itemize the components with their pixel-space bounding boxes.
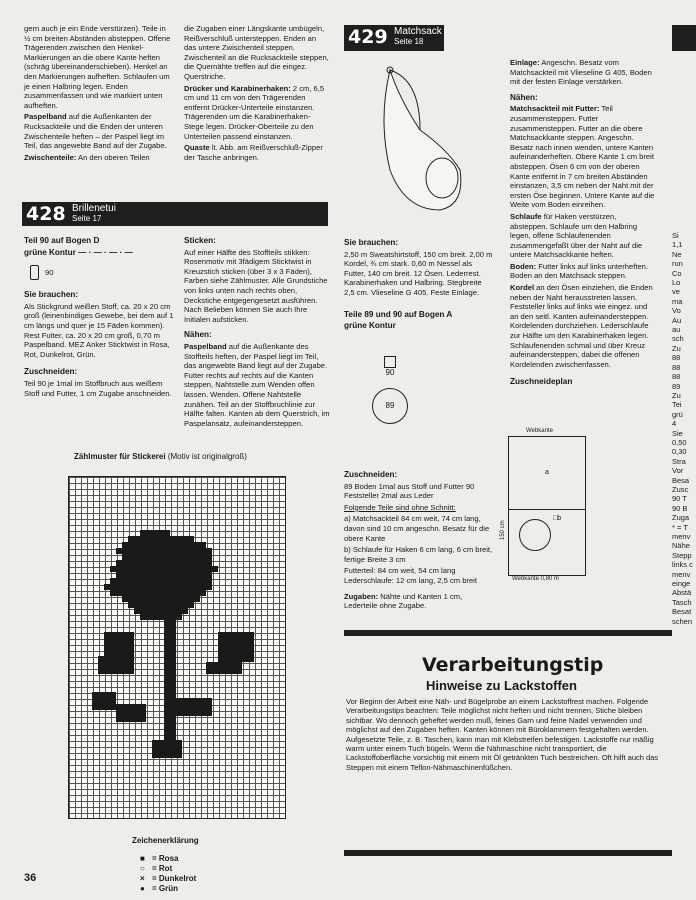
stitch-block xyxy=(128,602,194,608)
next-page-strip xyxy=(672,0,696,900)
strip-line: Stepp xyxy=(672,550,692,560)
strip-line: Lo xyxy=(672,278,681,288)
stem-leaves xyxy=(92,620,254,758)
matchsack-body: Teil zusammensteppen. Futter zusammensteppen. Futter an die obere Matchsackkante steppen. Angeschn. Besatz nach innen wenden, untere Kanten aufeinanderheften. Obere Kante 1 cm breit absteppen. Ösen 6 cm von der oberen Kante entfernt in 7 cm breiten Abständen einstanzen, 3,5 cm neben der Naht mit der ersten Öse beginnen. Untere Kante auf die Weite vom Boden einreihen. xyxy=(510,104,655,210)
plan-piece-a: a xyxy=(509,437,585,510)
strip-line: Zuga xyxy=(672,513,690,523)
stitch-block xyxy=(122,596,200,602)
stitch-block xyxy=(140,530,170,536)
strip-line: Besa xyxy=(672,475,690,485)
strip-line: ve xyxy=(672,287,680,297)
strip-line: Abstä xyxy=(672,588,692,598)
zwischenteile-label: Zwischenteile: xyxy=(24,152,77,162)
strip-line: 90 B xyxy=(672,503,688,513)
stitch-block xyxy=(116,560,212,566)
strip-line: Si xyxy=(672,231,679,240)
strip-line: Zusc xyxy=(672,484,689,494)
tip-bottom-rule xyxy=(344,850,672,856)
teile-line: Teile 89 und 90 auf Bogen A xyxy=(344,309,453,319)
plan-heading: Zuschneideplan xyxy=(510,377,573,387)
legend-dot-icon: ● xyxy=(140,884,145,893)
legend-title: Zeichenerklärung xyxy=(132,836,199,845)
stitch-block xyxy=(122,542,206,548)
zugaben-body: Nähte und Kanten 1 cm, Lederteile ohne Zugabe. xyxy=(344,591,463,611)
strip-line: 88 xyxy=(672,362,681,372)
stitch-motif xyxy=(68,476,286,819)
naehen-text xyxy=(184,342,330,428)
einlage-body: Angeschn. Besatz vom Matchsackteil mit Vlieseline G 405, Boden mit der festen Einlage verstärken. xyxy=(510,58,652,87)
stitch-block xyxy=(116,548,212,554)
legend-row-rosa: ■ = Rosa xyxy=(140,854,179,863)
strip-line: Besat xyxy=(672,607,692,617)
strip-line: run xyxy=(672,259,683,269)
zaehlmuster-note: (Motiv ist originalgroß) xyxy=(167,452,247,461)
folgende-text: Folgende Teile sind ohne Schnitt: xyxy=(344,502,456,512)
sec428-right xyxy=(184,236,330,430)
boden-body: Futter links auf links unterheften. Boden an den Matchsack steppen. xyxy=(510,261,649,281)
strip-line: ma xyxy=(672,296,683,306)
piece-90-symbol xyxy=(30,265,174,280)
col2-paragraph: die Zugaben einer Längskante umbügeln, Reißverschluß untersteppen. Enden an das untere Zwischenteil steppen. Zwischenteil an die Rucksackteile steppen, die Quernähte treffen auf die eingez. Querstriche. xyxy=(184,24,329,81)
schlaufe-body: für Haken verstürzen, absteppen. Schlaufe um den Halbring legen, offene Schlaufenenden zusammengefaßt über der Naht auf die untere Matchsackkante heften. xyxy=(510,211,643,260)
strip-line: Zu xyxy=(672,343,681,353)
col2-druecker xyxy=(184,84,330,142)
strip-line: menv xyxy=(672,532,691,541)
matchsack-illustration xyxy=(360,60,480,230)
druecker-label: Drücker und Karabinerhaken: xyxy=(184,83,291,93)
stitch-block xyxy=(110,578,212,584)
strip-line: Vor xyxy=(672,466,684,476)
tip-subtitle: Hinweise zu Lackstoffen xyxy=(426,678,577,693)
strip-line: links c xyxy=(672,560,693,570)
strip-line: Nähe xyxy=(672,541,690,551)
kontur-line: grüne Kontur xyxy=(344,321,396,331)
legend-label: Dunkelrot xyxy=(158,874,197,883)
section-428-header xyxy=(22,202,328,226)
sticken-heading: Sticken: xyxy=(184,236,216,245)
schlaufe-label: Schlaufe xyxy=(510,211,542,221)
sec429-zuschneiden xyxy=(344,470,494,613)
col1-top-text xyxy=(24,24,174,164)
zuschneiden-heading: Zuschneiden: xyxy=(344,470,398,479)
strip-line: Tei xyxy=(672,400,682,410)
leaf-left-top xyxy=(104,632,134,656)
sec429-left xyxy=(344,238,494,333)
col1-paspelband xyxy=(24,112,174,150)
section-subtitle: Seite 18 xyxy=(394,37,424,46)
stitch-block xyxy=(140,614,182,620)
leaf-base xyxy=(152,740,182,758)
boden-text xyxy=(510,262,656,281)
plan-side-label: 150 cm xyxy=(500,520,506,540)
section-429-header xyxy=(344,25,444,51)
rose-head xyxy=(104,530,218,620)
quaste-label: Quaste xyxy=(184,143,210,153)
piece-90-symbol xyxy=(384,356,396,377)
section-subtitle: Seite 17 xyxy=(72,214,102,223)
strip-line: 90 T xyxy=(672,494,687,504)
einlage-text xyxy=(510,58,656,87)
tip-top-rule xyxy=(344,630,672,636)
piece-shape-icon xyxy=(30,265,39,280)
naehen-body: auf die Außenkante des Stoffteils heften, der Paspel liegt im Teil, das angewebte Band liegt auf der Zugabe. Futter rechts auf rechts auf die Kanten steppen, Nahtstelle zum Wenden offen lassen. Wenden. Offene Nahtstelle zunähen. Teil an der Stoffbruchlinie zur Hälfte falten. Kanten ab dem Querstrich, im Paspelansatz, aufeinandersteppen. xyxy=(184,341,330,428)
legend-label: Grün xyxy=(158,884,179,893)
sticken-text: Auf einer Hälfte des Stoffteils stikken: Rosenmotiv mit 3fädigem Sticktwist in Kreuzstich sticken (über 3 x 3 Fäden), Farben siehe Zählmuster. Alle Grundstiche von links unten nach rechts oben, Deckstiche entgegengesetzt ausführen. Nach Belieben können Sie auch Ihre Initialen aufsticken. xyxy=(184,247,328,324)
section-title: Matchsack xyxy=(394,26,442,37)
legend-row-gruen: ● = Grün xyxy=(140,884,179,893)
legend-square-icon: ■ xyxy=(140,854,145,863)
zugaben-label: Zugaben: xyxy=(344,591,379,601)
leaf-lower-left2 xyxy=(116,704,146,722)
legend-row-rot: ○ = Rot xyxy=(140,864,173,873)
legend xyxy=(132,836,199,894)
leaf-lower-right xyxy=(176,698,212,716)
kontur-line: grüne Kontur — · — · — · — xyxy=(24,247,133,257)
strip-line: 89 xyxy=(672,381,681,391)
strip-line: 1,1 xyxy=(672,240,683,250)
bag-body xyxy=(384,70,461,210)
strip-line: sch xyxy=(672,334,684,344)
legend-circle-icon: ○ xyxy=(140,864,145,873)
stitch-block xyxy=(104,584,212,590)
strip-line: 4 xyxy=(672,419,677,429)
strip-line: 0,50 xyxy=(672,437,687,447)
strip-line: 88 xyxy=(672,353,681,363)
strip-line: Tasch xyxy=(672,597,692,607)
tip-title: Verarbeitungstip xyxy=(422,654,604,676)
matchsack-label: Matchsackteil mit Futter: xyxy=(510,104,600,114)
stitch-block xyxy=(134,608,188,614)
strip-line: Stra xyxy=(672,456,686,466)
stitch-block xyxy=(116,572,212,578)
strip-line: schen xyxy=(672,616,693,626)
strip-line: * = T xyxy=(672,522,688,532)
stitch-block xyxy=(110,566,218,572)
strip-line: Co xyxy=(672,268,682,278)
leaf-right-low xyxy=(206,662,242,674)
strip-line: Ne xyxy=(672,249,682,259)
kordel-text xyxy=(510,283,656,369)
zaehlmuster-heading: Zählmuster für Stickerei xyxy=(74,452,166,461)
zuschneiden-heading: Zuschneiden: xyxy=(24,367,78,377)
stitch-block xyxy=(110,590,206,596)
cutting-diagram xyxy=(508,436,586,576)
item-a: a) Matchsackteil 84 cm weit, 74 cm lang, davon sind 10 cm angeschn. Besatz für die obere Kante xyxy=(344,514,490,543)
strip-line: 88 xyxy=(672,372,681,382)
piece-89-circle xyxy=(372,388,408,424)
stitch-block xyxy=(122,554,212,560)
naehen-heading: Nähen: xyxy=(184,330,212,340)
matchsack-text xyxy=(510,104,656,210)
strip-line: grü xyxy=(672,409,683,419)
zugaben-text xyxy=(344,592,494,611)
boden-label: Boden: xyxy=(510,261,537,271)
sec429-right xyxy=(510,58,656,389)
quaste-text: lt. Abb. am Reißverschluß-Zipper der Tasche anbringen. xyxy=(184,143,323,162)
section-number: 428 xyxy=(26,203,66,225)
kordel-label: Kordel xyxy=(510,283,535,293)
col1-paragraph: gern auch je ein Ende verstürzen). Teile in ½ cm breiten Abständen absteppen. Offene Trägerenden zwischen den Henkel-Markierungen an die obere Kante heften (schräg übereinanderschieben). Henkel an den Markierungen aufheften. Schlaufen um je einen Halbring legen. Enden zusammenfassen und wie markiert unten aufheften. xyxy=(24,24,171,110)
brauchen-heading: Sie brauchen: xyxy=(344,238,399,247)
strip-line: Au xyxy=(672,315,682,325)
stem xyxy=(164,620,176,740)
zaehlmuster-title xyxy=(74,452,247,461)
strip-line: Vo xyxy=(672,306,681,316)
strip-text xyxy=(672,231,696,626)
plan-circle xyxy=(519,519,551,551)
strip-line: 0,30 xyxy=(672,447,687,457)
leaf-lower-left xyxy=(92,692,116,710)
strip-line: menv xyxy=(672,569,691,579)
leaf-left xyxy=(98,656,134,674)
page-number: 36 xyxy=(24,872,37,884)
brauchen-heading: Sie brauchen: xyxy=(24,290,79,300)
col1-zwischenteile xyxy=(24,153,174,163)
druecker-text: 2 cm, 6,5 cm und 11 cm von den Trägerenden entfernt Drücker-Unterteile einstanzen. Trägerenden um die Karabinerhaken-Stege legen. Drücker-Oberteile zu den Unterteilen passend einstanzen. xyxy=(184,83,325,141)
legend-label: Rot xyxy=(158,864,173,873)
plan-top-label: Webkante xyxy=(526,428,553,434)
piece-number: 90 xyxy=(45,267,54,277)
naehen-label: Paspelband xyxy=(184,341,227,351)
strip-line: au xyxy=(672,325,681,335)
zuschneiden-text: 89 Boden 1mal aus Stoff und Futter 90 Feststeller 2mal aus Leder xyxy=(344,481,475,501)
legend-cross-icon: × xyxy=(140,874,145,883)
paspelband-text: auf die Außenkanten der Rucksackteile und die Enden der unteren Zwischenteile heften – der Paspel liegt im Teil, das angewebte Band auf der Zugabe. xyxy=(24,112,167,151)
zuschneiden-text: Teil 90 je 1mal im Stoffbruch aus weißem Stoff und Futter, 1 cm Zugabe anschneiden. xyxy=(24,378,172,398)
schlaufe-text xyxy=(510,212,656,260)
strip-header xyxy=(672,25,696,51)
brauchen-text: Als Stickgrund weißen Stoff, ca. 20 x 20 cm groß (leinenbindiges Gewebe, bei dem auf 1 cm längs und quer je 15 Fäden kommen). Rest Futter, ca. 20 x 20 cm groß, 0,70 m Paspelband. MEZ Anker Sticktwist in Rosa, Rot, Dunkelrot, Grün. xyxy=(24,301,174,359)
einlage-label: Einlage: xyxy=(510,58,540,67)
strip-line: einge xyxy=(672,579,691,589)
plan-piece-b: □b xyxy=(553,515,562,522)
stitch-block xyxy=(128,536,194,542)
section-number: 429 xyxy=(348,26,388,48)
strip-line: Zu xyxy=(672,390,681,400)
brauchen-text: 2,50 m Sweatshirtstoff, 150 cm breit. 2,00 m Kordel, ¾ cm stark. 0,60 m Nessel als Futter, 140 cm breit. 12 Ösen. Lederrest. Karabinerhaken und Halbring. Stegbreite 2,5 cm. Vlieseline G 405. Feste Einlage. xyxy=(344,249,493,297)
triangle-icon xyxy=(384,356,396,368)
item-b: b) Schlaufe für Haken 6 cm lang, 6 cm breit, fertige Breite 3 cm xyxy=(344,545,493,564)
paspelband-label: Paspelband xyxy=(24,112,67,122)
piece-number: 90 xyxy=(385,368,395,377)
section-title: Brillenetui xyxy=(72,203,116,214)
plan-bottom-label: Webkante 0,80 m xyxy=(512,576,559,582)
kordel-body: an den Ösen einziehen, die Enden neben der Naht herausstreten lassen. Feststeller links auf links wie eingez. und an den seitl. Kanten aufeinandersteppen. Kordelenden durchziehen. Lederschlaufe zur Hälfte um den Karabinerhaken legen. Schlaufenenden schmal und über Kreuz aufeinandersteppen, dabei die offenen Kordelenden zwischenfassen. xyxy=(510,283,653,369)
col2-quaste xyxy=(184,143,330,162)
futter-text: Futterteil: 84 cm weit, 54 cm lang Lederschlaufe: 12 cm lang, 2,5 cm breit xyxy=(344,566,477,585)
strip-line: Sie xyxy=(672,428,683,438)
tip-text: Vor Beginn der Arbeit eine Näh- und Bügelprobe an einem Lackstoffrest machen. Folgende Verarbeitungstips beachten: Teile möglichst nicht heften und nicht trennen, Stiche bleiben sichtbar. Wo dennoch geheftet werden muß, feines Garn und feine Nadel verwenden und möglichst auf den Zugaben heften. Kanten können mit Büroklammern festgehalten werden. Aufgesetzte Teile, z. B. Taschen, kann man mit Klebstreifen befestigen. Lackstoffe nur mäßig warm unter einem Tuch bügeln. Wenn die Nähmaschine nicht transportiert, die Lackstoffoberfläche vorsichtig mit einem mit Öl getränkten Tuch bestreichen. Oft hilft auch das Steppen mit einem Teflon-Nähmaschinenfüßchen. xyxy=(346,697,659,772)
sec428-left xyxy=(24,236,174,400)
teil-line: Teil 90 auf Bogen D xyxy=(24,236,100,245)
naehen-heading: Nähen: xyxy=(510,92,538,102)
leaf-right xyxy=(218,632,254,662)
zwischenteile-text: An den oberen Teilen xyxy=(76,152,150,162)
col2-top-text xyxy=(184,24,330,164)
legend-row-dunkelrot: × = Dunkelrot xyxy=(140,874,197,883)
piece-number: 89 xyxy=(385,401,395,410)
legend-label: Rosa xyxy=(158,854,179,863)
